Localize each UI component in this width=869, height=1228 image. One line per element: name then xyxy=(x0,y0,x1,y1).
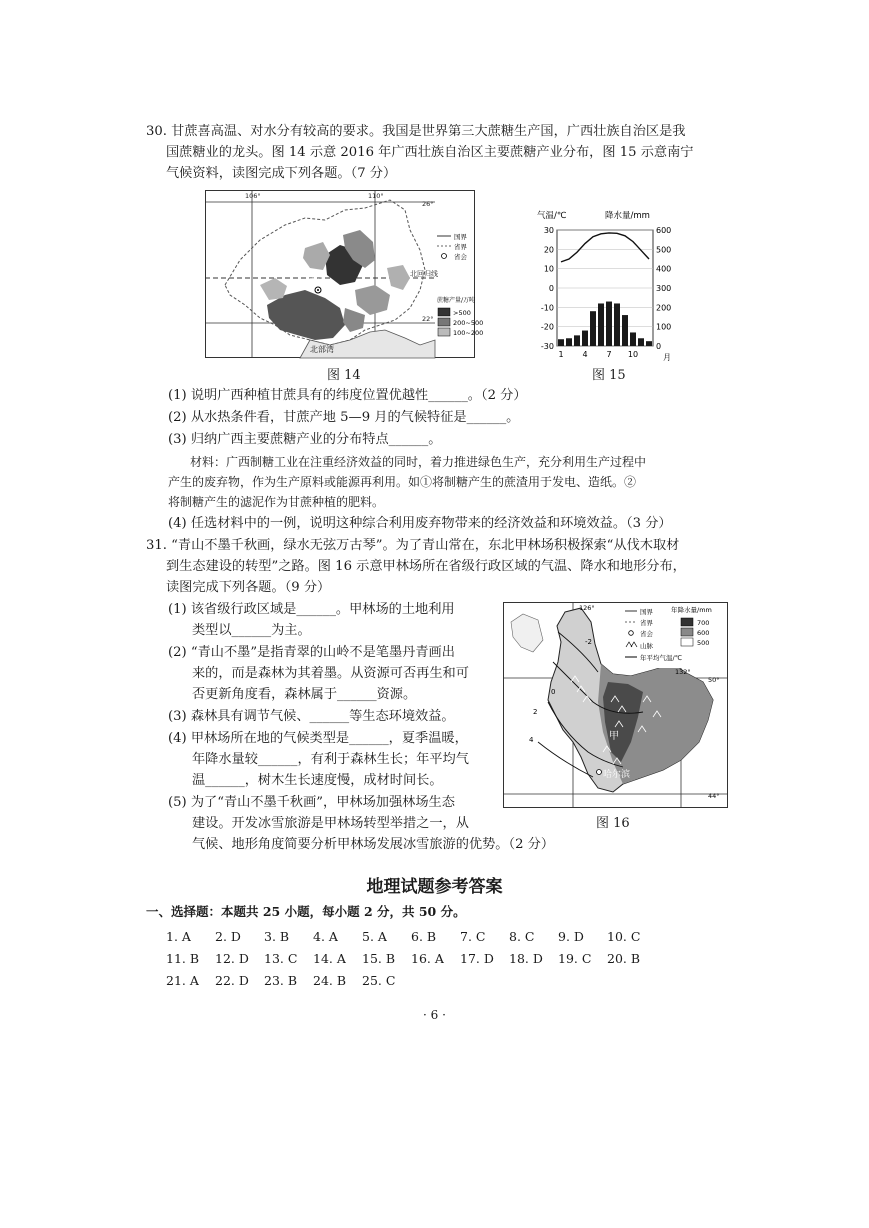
q30-intro-line-2: 国蔗糖业的龙头。图 14 示意 2016 年广西壮族自治区主要蔗糖产业分布，图 15 示意南宁 xyxy=(166,145,694,160)
fig15-right-tick: 600 xyxy=(656,226,672,235)
answer-item: 8. C xyxy=(509,929,535,944)
fig15-left-tick: -20 xyxy=(540,322,554,332)
fig14-legend-class-1: >500 xyxy=(453,309,471,317)
fig15-caption: 图 15 xyxy=(592,368,626,383)
fig15-precip-bar xyxy=(582,331,588,346)
page-number: · 6 · xyxy=(423,1008,446,1022)
fig15-precip-bar xyxy=(590,311,596,346)
answer-item: 21. A xyxy=(166,973,199,988)
answers-section-heading: 一、选择题：本题共 25 小题，每小题 2 分，共 50 分。 xyxy=(146,904,466,919)
answer-item: 1. A xyxy=(166,929,191,944)
fig14-caption: 图 14 xyxy=(327,368,361,383)
fig14-tropic-label: 北回归线 xyxy=(410,270,438,278)
q31-intro-line-3: 读图完成下列各题。（9 分） xyxy=(166,580,331,595)
fig15-precip-bar xyxy=(646,341,652,346)
answer-item: 4. A xyxy=(313,929,338,944)
fig15-left-axis-label: 气温/℃ xyxy=(537,211,567,221)
fig16-legend-province: 省界 xyxy=(640,619,653,627)
fig15-month-tick: 7 xyxy=(606,350,612,359)
q31-question-5b: 建设。开发冰雪旅游是甲林场转型举措之一，从 xyxy=(192,816,469,831)
fig14-legend-title: 蔗糖产量/万吨 xyxy=(437,297,476,304)
fig16-lon-126: 126° xyxy=(579,604,595,612)
fig15-climate-chart xyxy=(535,208,675,368)
fig16-legend-capital: 省会 xyxy=(640,630,653,638)
fig16-legend-title: 年降水量/mm xyxy=(671,606,712,614)
fig16-map xyxy=(503,602,728,808)
fig14-legend-capital: 省会 xyxy=(454,253,467,261)
q31-intro-line-2: 到生态建设的转型”之路。图 16 示意甲林场所在省级行政区域的气温、降水和地形分布， xyxy=(166,559,686,574)
answer-item: 9. D xyxy=(558,929,584,944)
fig15-right-tick: 300 xyxy=(656,284,672,293)
fig16-legend-isotherm: 年平均气温/℃ xyxy=(640,654,682,662)
fig15-precip-bar xyxy=(622,315,628,346)
answer-item: 11. B xyxy=(166,951,200,966)
answer-item: 12. D xyxy=(215,951,249,966)
fig15-precip-bar xyxy=(574,335,580,346)
fig15-precip-bar xyxy=(598,303,604,346)
fig14-legend-class-3: 100~200 xyxy=(453,329,484,337)
answer-item: 18. D xyxy=(509,951,543,966)
q30-question-4: (4) 任选材料中的一例，说明这种综合利用废弃物带来的经济效益和环境效益。（3 分） xyxy=(168,516,672,531)
fig15-month-tick: 1 xyxy=(558,350,564,359)
answers-title: 地理试题参考答案 xyxy=(366,877,503,897)
fig15-left-tick: 20 xyxy=(543,245,554,255)
fig16-lat-44: 44° xyxy=(708,792,720,800)
q31-question-1a: (1) 该省级行政区域是______。甲林场的土地利用 xyxy=(168,602,455,617)
answer-item: 13. C xyxy=(264,951,298,966)
fig15-right-tick: 0 xyxy=(656,342,662,351)
fig14-legend-national: 国界 xyxy=(454,233,467,241)
q31-question-4b: 年降水量较______，有利于森林生长；年平均气 xyxy=(192,752,469,767)
answer-item: 7. C xyxy=(460,929,486,944)
q31-question-4c: 温______，树木生长速度慢，成材时间长。 xyxy=(192,773,443,788)
answer-item: 17. D xyxy=(460,951,494,966)
q30-intro-line-3: 气候资料，读图完成下列各题。（7 分） xyxy=(166,166,397,181)
answer-item: 3. B xyxy=(264,929,290,944)
q31-question-3: (3) 森林具有调节气候、______等生态环境效益。 xyxy=(168,709,455,724)
q30-question-2: (2) 从水热条件看，甘蔗产地 5—9 月的气候特征是______。 xyxy=(168,410,520,425)
q30-question-3: (3) 归纳广西主要蔗糖产业的分布特点______。 xyxy=(168,432,442,447)
fig15-left-tick: -30 xyxy=(540,342,554,351)
fig15-right-tick: 400 xyxy=(656,264,672,274)
q31-question-2b: 来的，而是森林为其着墨。从资源可否再生和可 xyxy=(192,666,469,681)
answer-item: 10. C xyxy=(607,929,641,944)
fig15-right-axis-label: 降水量/mm xyxy=(605,211,650,221)
answer-item: 6. B xyxy=(411,929,437,944)
q30-material-line-1: 材料：广西制糖工业在注重经济效益的同时，着力推进绿色生产，充分利用生产过程中 xyxy=(190,455,647,469)
fig16-legend xyxy=(621,604,725,668)
answer-row xyxy=(166,926,656,948)
fig15-precip-bar xyxy=(614,303,620,346)
fig15-precip-bar xyxy=(630,332,636,346)
q31-question-2a: (2) “青山不墨”是指青翠的山岭不是笔墨丹青画出 xyxy=(168,645,455,660)
fig16-legend-class-2: 600 xyxy=(697,629,710,637)
fig15-left-tick: 0 xyxy=(548,284,554,293)
fig15-right-tick: 500 xyxy=(656,245,672,255)
answer-item: 23. B xyxy=(264,973,298,988)
fig16-site-label: 甲 xyxy=(609,731,619,742)
answer-item: 22. D xyxy=(215,973,249,988)
fig16-lon-132: 132° xyxy=(675,668,691,676)
fig16-city-label: 哈尔滨 xyxy=(603,770,631,780)
fig15-precip-bar xyxy=(558,339,564,346)
fig16-legend-mountain: 山脉 xyxy=(640,642,653,650)
q31-question-1b: 类型以______为主。 xyxy=(192,623,311,638)
fig14-lat-22: 22° xyxy=(422,315,434,323)
answer-item: 19. C xyxy=(558,951,592,966)
fig15-precip-bar xyxy=(638,338,644,346)
fig16-caption: 图 16 xyxy=(596,816,630,831)
q30-material-line-3: 将制糖产生的滤泥作为甘蔗种植的肥料。 xyxy=(168,495,385,509)
fig14-map xyxy=(205,190,484,358)
answer-row xyxy=(166,970,656,992)
fig15-month-unit: 月 xyxy=(663,353,671,362)
fig15-precip-bar xyxy=(566,338,572,346)
fig16-iso-label-2: 0 xyxy=(551,688,556,696)
answer-item: 20. B xyxy=(607,951,641,966)
fig16-legend-class-1: 700 xyxy=(697,619,710,627)
fig15-left-tick: 10 xyxy=(543,264,554,274)
fig14-sea-label: 北部湾 xyxy=(310,345,334,354)
fig16-iso-label-1: -2 xyxy=(585,638,592,646)
answer-item: 2. D xyxy=(215,929,241,944)
fig15-right-tick: 100 xyxy=(656,322,672,332)
answer-row xyxy=(166,948,656,970)
q31-question-4a: (4) 甲林场所在地的气候类型是______，夏季温暖， xyxy=(168,731,468,746)
fig16-iso-label-4: 4 xyxy=(529,736,534,744)
fig14-city-label: 南宁 xyxy=(309,277,325,286)
fig15-right-tick: 200 xyxy=(656,303,672,313)
fig16-legend-national: 国界 xyxy=(640,608,653,616)
fig16-iso-label-3: 2 xyxy=(533,708,538,716)
fig16-legend-class-3: 500 xyxy=(697,639,710,647)
fig14-legend-class-2: 200~500 xyxy=(453,319,484,327)
fig15-left-tick: 30 xyxy=(543,226,554,235)
q31-question-5a: (5) 为了“青山不墨千秋画”，甲林场加强林场生态 xyxy=(168,795,455,810)
fig15-left-tick: -10 xyxy=(540,303,554,313)
answer-item: 5. A xyxy=(362,929,387,944)
fig14-lon-106: 106° xyxy=(245,192,261,200)
answer-item: 16. A xyxy=(411,951,444,966)
fig16-lat-50: 50° xyxy=(708,676,720,684)
answer-item: 25. C xyxy=(362,973,396,988)
q31-intro-line-1: 31. “青山不墨千秋画，绿水无弦万古琴”。为了青山常在，东北甲林场积极探索“从伐木取材 xyxy=(146,538,680,553)
fig15-month-tick: 4 xyxy=(582,350,588,359)
fig14-lat-26: 26° xyxy=(422,200,434,208)
answer-item: 24. B xyxy=(313,973,347,988)
fig14-legend-province: 省界 xyxy=(454,243,467,251)
fig14-lon-110: 110° xyxy=(368,192,384,200)
fig15-month-tick: 10 xyxy=(627,350,639,359)
answer-item: 15. B xyxy=(362,951,396,966)
q30-intro-line-1: 30. 甘蔗喜高温、对水分有较高的要求。我国是世界第三大蔗糖生产国，广西壮族自治区是我 xyxy=(146,124,686,139)
answer-item: 14. A xyxy=(313,951,346,966)
q30-question-1: (1) 说明广西种植甘蔗具有的纬度位置优越性______。（2 分） xyxy=(168,388,527,403)
answer-grid xyxy=(166,926,656,992)
q30-material-line-2: 产生的废弃物，作为生产原料或能源再利用。如①将制糖产生的蔗渣用于发电、造纸。② xyxy=(168,475,637,489)
q31-question-5c: 气候、地形角度简要分析甲林场发展冰雪旅游的优势。（2 分） xyxy=(192,837,555,852)
fig15-precip-bar xyxy=(606,302,612,346)
q31-question-2c: 否更新角度看，森林属于______资源。 xyxy=(192,687,417,702)
